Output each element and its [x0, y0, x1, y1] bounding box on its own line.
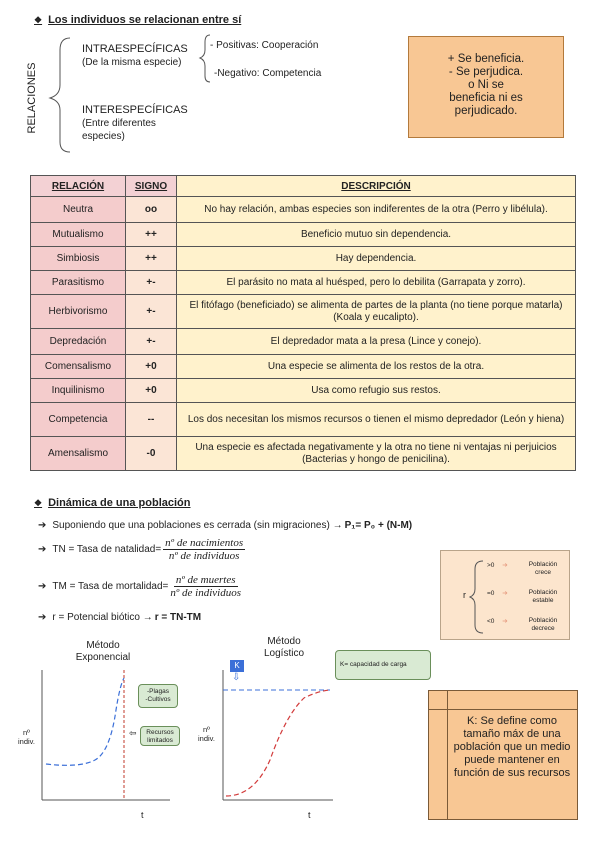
table-row: Amensalismo -0 Una especie es afectada negativamente y la otra no tiene ni ventajas ni perjuicios (Bacterias y hongo de penicilina).: [31, 437, 576, 471]
table-row: Parasitismo +- El parásito no mata al huésped, pero lo debilita (Garrapata y zorro).: [31, 271, 576, 295]
biotic-potential-formula: ➔ r = Potencial biótico → r = TN-TM: [38, 612, 202, 623]
r-row: <0 ➔ Población decrece: [487, 617, 558, 632]
r-row: =0 ➔ Población estable: [487, 589, 558, 604]
section-title-dinamica: ❖ Dinámica de una población: [34, 497, 191, 509]
inter-block: INTERESPECÍFICAS (Entre diferentes especies): [82, 104, 188, 142]
log-x-label: t: [308, 810, 311, 820]
intra-negative: -Negativo: Competencia: [214, 68, 322, 79]
logistic-growth-curve: [226, 690, 330, 796]
intra-block: INTRAESPECÍFICAS (De la misma especie): [82, 43, 188, 68]
closed-population-formula: ➔ Suponiendo que una poblaciones es cerrada (sin migraciones) → P₁= P₀ + (N-M): [38, 520, 413, 531]
arrow-left-icon: ⇦: [129, 728, 137, 738]
r-brace: [469, 559, 489, 635]
recursos-box: Recursos limitados: [140, 726, 180, 746]
section-title-relaciones: ❖ Los individuos se relacionan entre sí: [34, 14, 242, 26]
log-graph-title: Método Logístico: [263, 636, 305, 659]
k-definition-box: K: Se define como tamaño máx de una población que un medio puede mantener en función de sus recursos: [428, 690, 578, 820]
arrow-right-icon: ➔: [502, 562, 508, 569]
sign-legend-box: + Se beneficia. - Se perjudica. o Ni se beneficia ni es perjudicado.: [408, 36, 564, 138]
r-symbol: r: [463, 590, 466, 600]
population-graphs: [0, 660, 420, 830]
plagas-box: -Plagas -Cultivos: [138, 684, 178, 708]
k-box-margin-line: [447, 691, 448, 819]
r-condition-box: [440, 550, 570, 640]
birth-rate-fraction: $\frac{\text{nº de nacimientos}}{\text{nº de individuos}}$: [165, 537, 244, 562]
header-relation: RELACIÓN: [31, 176, 126, 197]
arrow-icon: ➔: [38, 520, 47, 531]
table-header-row: [31, 176, 576, 197]
mortality-rate-fraction: $\frac{\text{nº de muertes}}{\text{nº de individuos}}$: [170, 574, 242, 599]
table-row: Mutualismo ++ Beneficio mutuo sin dependencia.: [31, 223, 576, 247]
r-row: >0 ➔ Población crece: [487, 561, 558, 576]
table-row: Neutra oo No hay relación, ambas especies son indiferentes de la otra (Perro y libélula).: [31, 197, 576, 223]
arrow-icon: ➔: [38, 544, 47, 555]
exp-y-label: nº indiv.: [18, 728, 35, 746]
birth-rate-formula: ➔ TN = Tasa de natalidad= $\frac{\text{nº de nacimientos}}{\text{nº de individuos}}$: [38, 537, 244, 562]
k-badge: K: [230, 660, 244, 672]
table-row: Competencia -- Los dos necesitan los mismos recursos o tienen el mismo depredador (León y hiena): [31, 403, 576, 437]
diamond-bullet-icon: ❖: [34, 15, 43, 25]
arrow-right-icon: ➔: [502, 590, 508, 597]
exp-growth-curve: [46, 678, 124, 765]
relaciones-side-label: RELACIONES: [26, 62, 38, 134]
exp-x-label: t: [141, 810, 144, 820]
exp-graph-title: Método Exponencial: [75, 640, 131, 663]
k-capacity-box: K= capacidad de carga: [335, 650, 431, 680]
table-row: Comensalismo +0 Una especie se alimenta de los restos de la otra.: [31, 355, 576, 379]
intra-positive: - Positivas: Cooperación: [210, 40, 319, 51]
k-box-divider: [429, 709, 577, 710]
log-y-label: nº indiv.: [198, 725, 215, 743]
arrow-icon: ➔: [38, 581, 47, 592]
relations-table: [30, 175, 576, 471]
table-row: Inquilinismo +0 Usa como refugio sus restos.: [31, 379, 576, 403]
arrow-icon: ➔: [38, 612, 47, 623]
arrow-down-icon: ⇩: [232, 672, 241, 683]
diamond-bullet-icon: ❖: [34, 498, 43, 508]
mortality-rate-formula: ➔ TM = Tasa de mortalidad= $\frac{\text{nº de muertes}}{\text{nº de individuos}}$: [38, 574, 242, 599]
table-row: Simbiosis ++ Hay dependencia.: [31, 247, 576, 271]
header-sign: SIGNO: [126, 176, 177, 197]
table-row: Herbivorismo +- El fitófago (beneficiado) se alimenta de partes de la planta (no tiene porque matarla) (Koala y eucalipto).: [31, 295, 576, 329]
header-description: DESCRIPCIÓN: [177, 176, 576, 197]
arrow-right-icon: ➔: [502, 618, 508, 625]
table-row: Depredación +- El depredador mata a la presa (Lince y conejo).: [31, 329, 576, 355]
